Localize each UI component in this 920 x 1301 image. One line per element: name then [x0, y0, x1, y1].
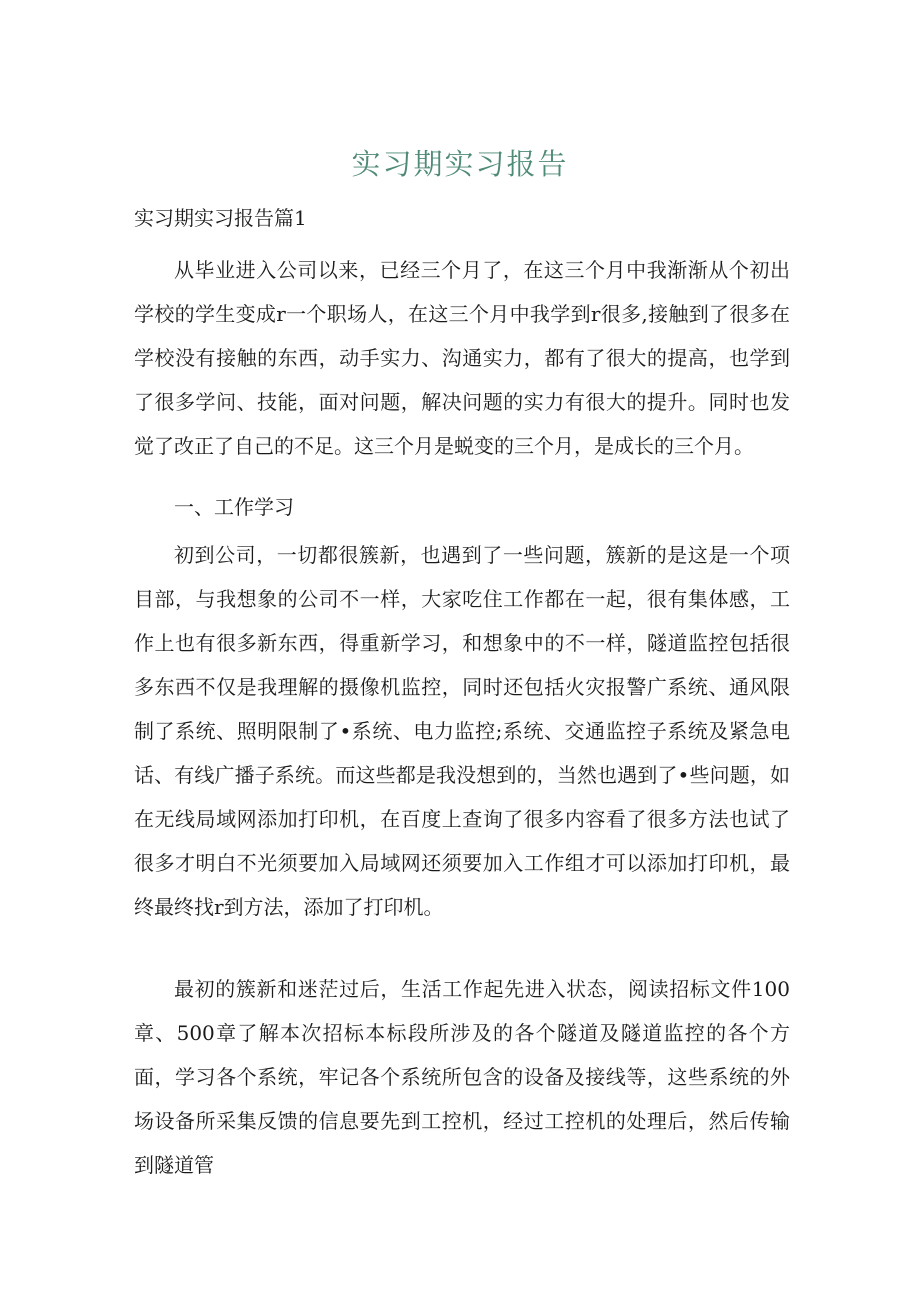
document-title: 实习期实习报告	[351, 147, 569, 181]
paragraph-intro: 从毕业进入公司以来，已经三个月了，在这三个月中我渐渐从个初出学校的学生变成r一个职场人，在这三个月中我学到r很多,接触到了很多在学校没有接触的东西，动手实力、沟通实力，都有了很大的提高，也学到了很多学问、技能，面对问题，解决问题的实力有很大的提升。同时也发觉了改正了自己的不足。这三个月是蜕变的三个月，是成长的三个月。	[134, 258, 790, 458]
section-heading-work-study: 一、工作学习	[174, 495, 294, 519]
paragraph-first-arrival: 初到公司，一切都很簇新，也遇到了一些问题，簇新的是这是一个项目部，与我想象的公司不一样，大家吃住工作都在一起，很有集体感，工作上也有很多新东西，得重新学习，和想象中的不一样，隧道监控包括很多东西不仅是我理解的摄像机监控，同时还包括火灾报警广系统、通风限制了系统、照明限制了•系统、电力监控;系统、交通监控子系统及紧急电话、有线广播子系统。而这些都是我没想到的，当然也遇到了•些问题，如在无线局域网添加打印机，在百度上查询了很多内容看了很多方法也试了很多才明白不光须要加入局域网还须要加入工作组才可以添加打印机，最终最终找r到方法，添加了打印机。	[134, 543, 790, 919]
document-subtitle: 实习期实习报告篇1	[134, 206, 307, 230]
paragraph-getting-started: 最初的簇新和迷茫过后，生活工作起先进入状态，阅读招标文件100章、500章了解本次招标本标段所涉及的各个隧道及隧道监控的各个方面，学习各个系统，牢记各个系统所包含的设备及接线等，这些系统的外场设备所采集反馈的信息要先到工控机，经过工控机的处理后，然后传输到隧道管	[134, 977, 790, 1177]
